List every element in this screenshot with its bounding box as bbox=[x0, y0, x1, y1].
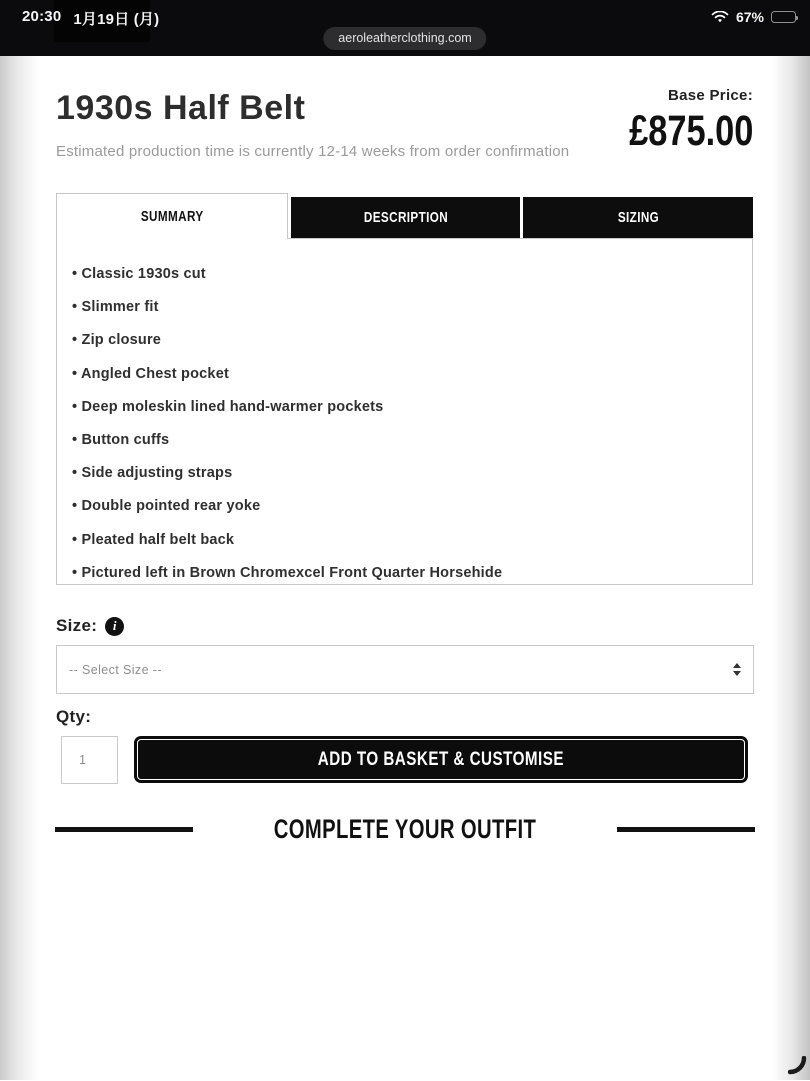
feature-item: • Double pointed rear yoke bbox=[72, 498, 732, 514]
statusbar-right bbox=[711, 9, 796, 25]
divider-line-right bbox=[617, 827, 755, 832]
feature-item: • Pictured left in Brown Chromexcel Front Quarter Horsehide bbox=[72, 565, 732, 581]
product-content bbox=[38, 56, 772, 1080]
tab-description[interactable] bbox=[291, 197, 521, 238]
add-to-basket-button[interactable] bbox=[134, 736, 748, 783]
wifi-icon bbox=[711, 11, 729, 24]
product-tabs bbox=[56, 193, 753, 238]
browser-chrome bbox=[0, 0, 810, 56]
tab-sizing[interactable] bbox=[523, 197, 753, 238]
qty-input[interactable] bbox=[61, 736, 118, 784]
divider-line-left bbox=[55, 827, 193, 832]
page-gutter-right bbox=[772, 56, 810, 1080]
size-select-placeholder: -- Select Size -- bbox=[69, 662, 162, 677]
feature-item: • Side adjusting straps bbox=[72, 465, 732, 481]
size-info-icon[interactable]: i bbox=[105, 617, 124, 636]
complete-outfit-section bbox=[55, 811, 755, 847]
feature-list bbox=[57, 239, 752, 581]
feature-item: • Angled Chest pocket bbox=[72, 366, 732, 382]
size-select[interactable] bbox=[56, 645, 754, 694]
select-stepper-icon bbox=[733, 663, 741, 676]
floating-widget-arc bbox=[788, 1056, 808, 1081]
product-page bbox=[0, 56, 810, 1080]
tab-summary-label: SUMMARY bbox=[140, 208, 204, 225]
page-gutter-left bbox=[0, 56, 38, 1080]
add-to-basket-label: ADD TO BASKET & CUSTOMISE bbox=[317, 748, 565, 770]
price-block bbox=[598, 87, 753, 156]
summary-panel bbox=[56, 238, 753, 585]
complete-outfit-heading: COMPLETE YOUR OUTFIT bbox=[273, 813, 537, 844]
tab-sizing-label: SIZING bbox=[617, 209, 659, 226]
tab-summary[interactable] bbox=[56, 193, 288, 239]
qty-label: Qty: bbox=[56, 707, 92, 726]
base-price-label: Base Price: bbox=[667, 87, 753, 104]
tab-description-label: DESCRIPTION bbox=[363, 209, 448, 226]
base-price-value: £875.00 bbox=[628, 107, 753, 155]
product-title: 1930s Half Belt bbox=[56, 89, 306, 127]
statusbar-left bbox=[22, 8, 159, 29]
feature-item: • Button cuffs bbox=[72, 432, 732, 448]
feature-item: • Deep moleskin lined hand-warmer pockets bbox=[72, 399, 732, 415]
battery-percent: 67% bbox=[735, 9, 764, 25]
feature-item: • Classic 1930s cut bbox=[72, 266, 732, 282]
production-time-note: Estimated production time is currently 12-14 weeks from order confirmation bbox=[56, 143, 570, 160]
feature-item: • Slimmer fit bbox=[72, 299, 732, 315]
battery-icon bbox=[771, 11, 796, 23]
size-row bbox=[56, 616, 124, 636]
feature-item: • Pleated half belt back bbox=[72, 532, 732, 548]
feature-item: • Zip closure bbox=[72, 332, 732, 348]
address-bar[interactable]: aeroleatherclothing.com bbox=[323, 27, 486, 50]
size-label: Size: bbox=[56, 616, 98, 635]
clock-time: 20:30 bbox=[22, 8, 62, 25]
clock-date: 1月19日 (月) bbox=[73, 11, 160, 28]
